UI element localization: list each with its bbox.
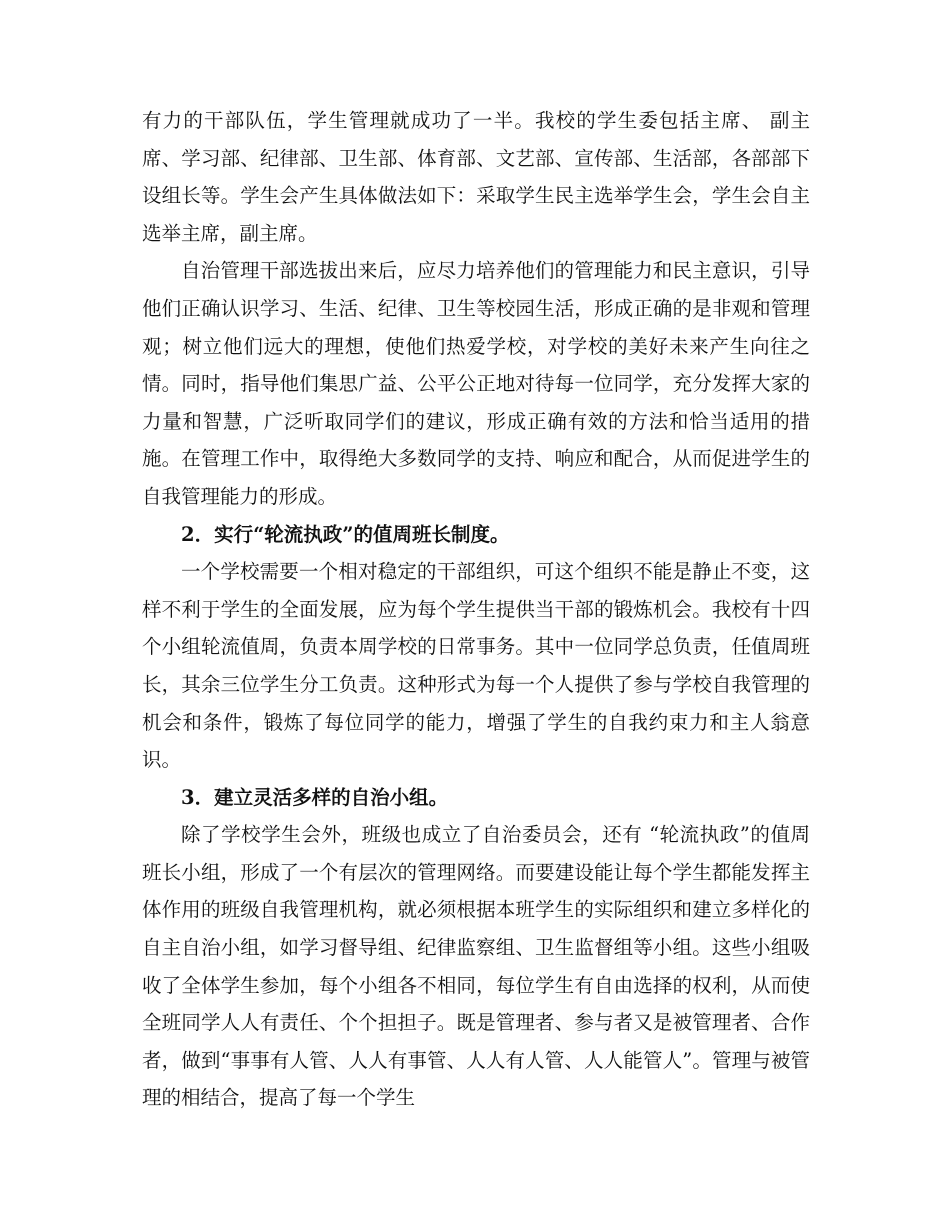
body-paragraph-1: 有力的干部队伍，学生管理就成功了一半。我校的学生委包括主席、 副主席、学习部、纪律部、卫生部、体育部、文艺部、宣传部、生活部，各部部下设组长等。学生会产生具体做法如下：采取学生民主选举学生会，学生会自主选举主席，副主席。	[142, 109, 810, 245]
body-paragraph-4: 除了学校学生会外，班级也成立了自治委员会，还有 “轮流执政”的值周班长小组，形成了一个有层次的管理网络。而要建设能让每个学生都能发挥主体作用的班级自我管理机构，就必须根据本班学生的实际组织和建立多样化的自主自治小组，如学习督导组、纪律监察组、卫生监督组等小组。这些小组吸收了全体学生参加，每个小组各不相同，每位学生有自由选择的权利，从而使全班同学人人有责任、个个担担子。既是管理者、参与者又是被管理者、合作者，做到“事事有人管、人人有事管、人人有人管、人人能管人”。管理与被管理的相结合，提高了每一个学生	[142, 823, 810, 1110]
document-page	[142, 102, 810, 1117]
body-paragraph-3: 一个学校需要一个相对稳定的干部组织，可这个组织不能是静止不变，这样不利于学生的全面发展，应为每个学生提供当干部的锻炼机会。我校有十四个小组轮流值周，负责本周学校的日常事务。其中一位同学总负责，任值周班长，其余三位学生分工负责。这种形式为每一个人提供了参与学校自我管理的机会和条件，锻炼了每位同学的能力，增强了学生的自我约束力和主人翁意识。	[142, 560, 810, 772]
section-heading-2: 2．实行“轮流执政”的值周班长制度。	[181, 522, 510, 546]
section-heading-3: 3．建立灵活多样的自治小组。	[181, 785, 449, 809]
body-paragraph-2: 自治管理干部选拔出来后，应尽力培养他们的管理能力和民主意识，引导他们正确认识学习、生活、纪律、卫生等校园生活，形成正确的是非观和管理观；树立他们远大的理想，使他们热爱学校，对学校的美好未来产生向往之情。同时，指导他们集思广益、公平公正地对待每一位同学，充分发挥大家的力量和智慧，广泛听取同学们的建议，形成正确有效的方法和恰当适用的措施。在管理工作中，取得绝大多数同学的支持、响应和配合，从而促进学生的自我管理能力的形成。	[142, 259, 810, 508]
